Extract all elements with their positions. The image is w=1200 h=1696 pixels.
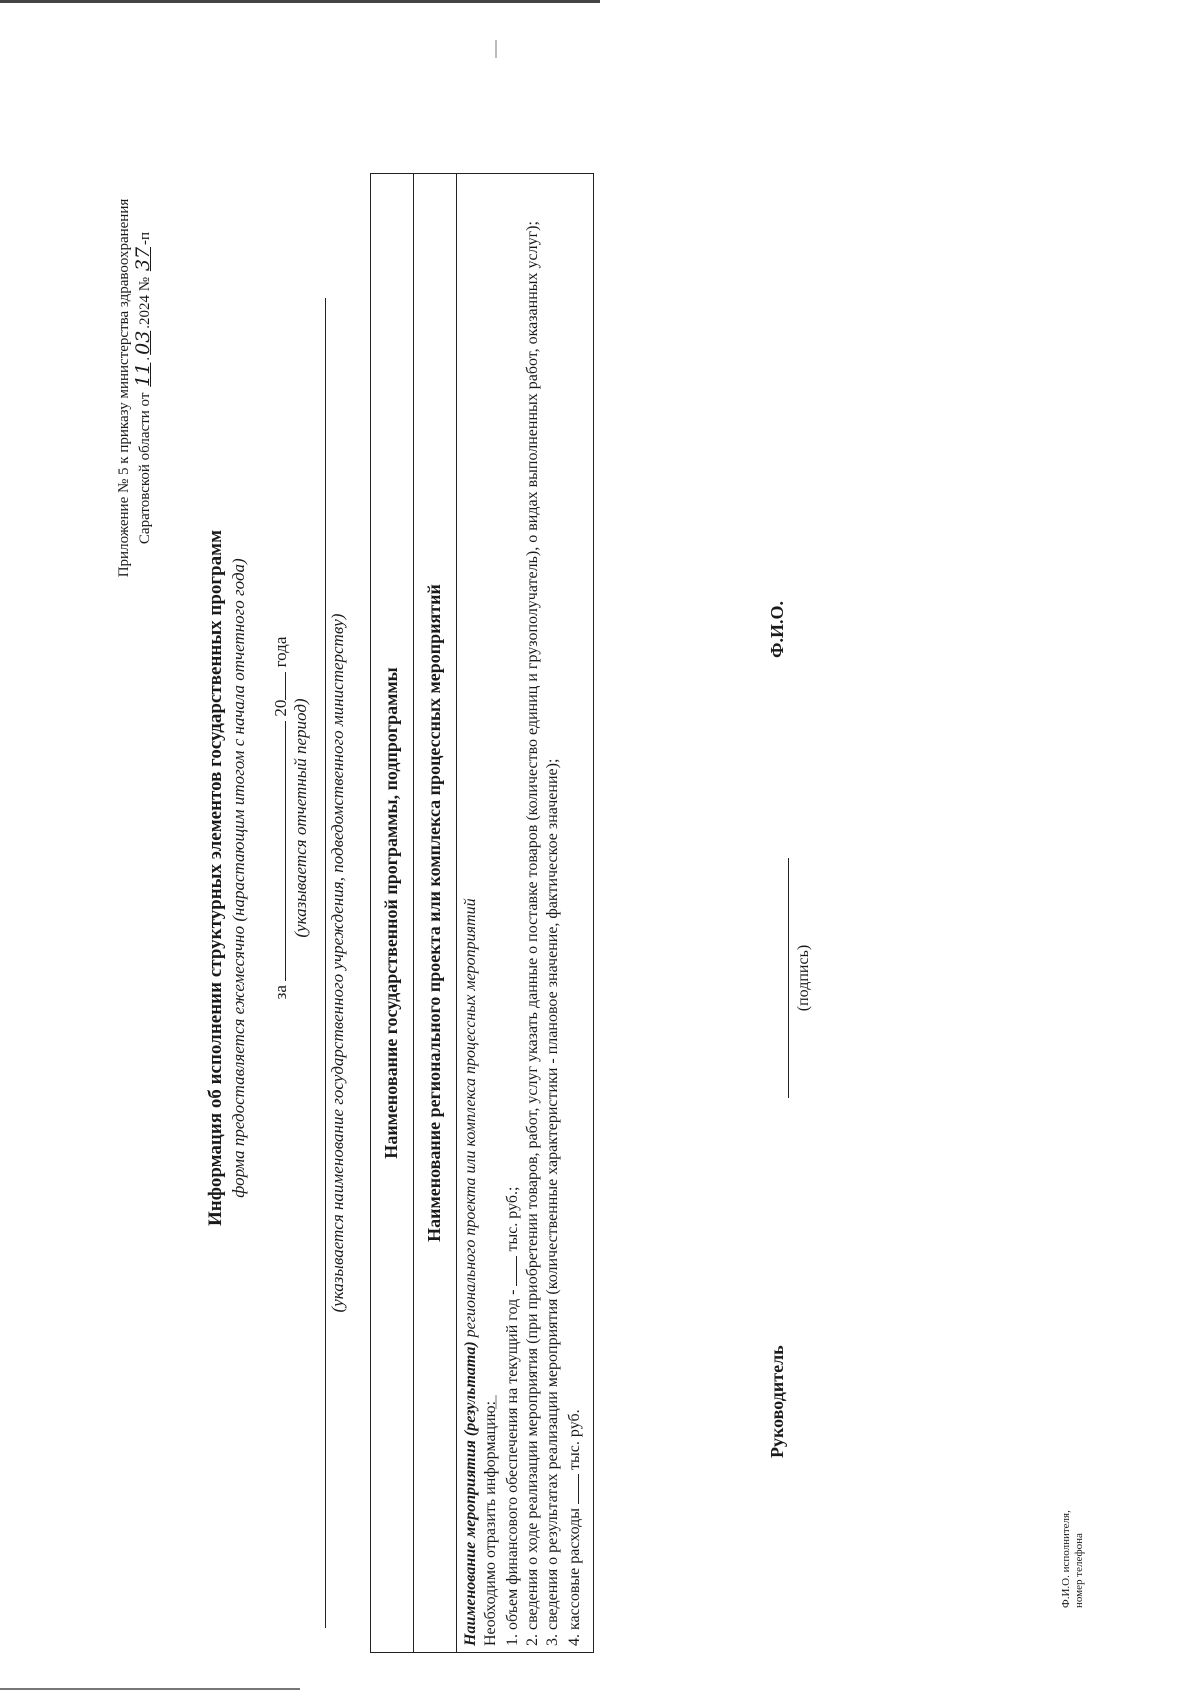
document-header <box>205 238 249 1518</box>
amount-blank <box>501 1256 517 1286</box>
signature-line <box>788 858 789 1098</box>
program-name-cell: Наименование государственной программы, подпрограммы <box>371 174 414 1653</box>
executor-info <box>1060 1510 1086 1608</box>
approval-line-2: Саратовской области от 11.03.2024 № 37-п <box>132 231 154 545</box>
event-title: Наименование мероприятия (результата) регионального проекта или комплекса процессных мероприятий <box>462 898 479 1646</box>
event-item-3: 3. сведения о результатах реализации мероприятия (количественные характеристики - плановое значение, фактическое значение); <box>544 758 561 1646</box>
cash-blank <box>563 1474 579 1504</box>
project-name-cell: Наименование регионального проекта или комплекса процессных мероприятий <box>414 174 457 1653</box>
table-row <box>457 174 594 1653</box>
institution-note: (указывается наименование государственного учреждения, подведомственного министерству) <box>328 613 347 1313</box>
year-blank <box>268 672 286 700</box>
period-blank <box>268 721 286 981</box>
event-item-4: 4. кассовые расходы тыс. руб. <box>563 180 585 1646</box>
approval-date-day: 11 <box>132 362 154 387</box>
approval-line-1: Приложение № 5 к приказу министерства здравоохранения <box>116 198 132 578</box>
rotated-document-page <box>70 28 1130 1668</box>
event-item-1: 1. объем финансового обеспечения на текущий год - тыс. руб.; <box>501 180 523 1646</box>
scan-edge-bottom <box>0 1688 300 1690</box>
head-fio: Ф.И.О. <box>767 601 787 658</box>
executor-line-2: номер телефона <box>1073 1533 1085 1608</box>
head-label: Руководитель <box>767 1345 787 1458</box>
document-subtitle: форма предоставляется ежемесячно (нарастающим итогом с начала отчетного года) <box>229 558 248 1198</box>
event-intro: Необходимо отразить информацию: <box>482 1400 499 1646</box>
table-row <box>414 174 457 1653</box>
report-table <box>370 173 594 1653</box>
approval-date-month: 03 <box>132 330 154 355</box>
event-item-2: 2. сведения о ходе реализации мероприятия (при приобретении товаров, работ, услуг указать данные о поставке товаров (количество единиц и грузополучатель), о видах выполненных работ, оказанных услуг); <box>524 221 541 1646</box>
table-row <box>371 174 414 1653</box>
institution-blank-line <box>325 298 326 1628</box>
signature-note: (подпись) <box>795 944 812 1012</box>
period-line: за 20 года <box>268 488 291 1148</box>
executor-line-1: Ф.И.О. исполнителя, <box>1060 1510 1072 1608</box>
approval-stamp <box>115 108 155 668</box>
scan-edge-top <box>0 0 600 3</box>
event-details-cell <box>457 174 594 1653</box>
period-note: (указывается отчетный период) <box>291 698 310 938</box>
document-title: Информация об исполнении структурных элементов государственных программ <box>205 529 226 1227</box>
reporting-period <box>268 488 311 1148</box>
approval-order-number: 37 <box>132 246 154 272</box>
